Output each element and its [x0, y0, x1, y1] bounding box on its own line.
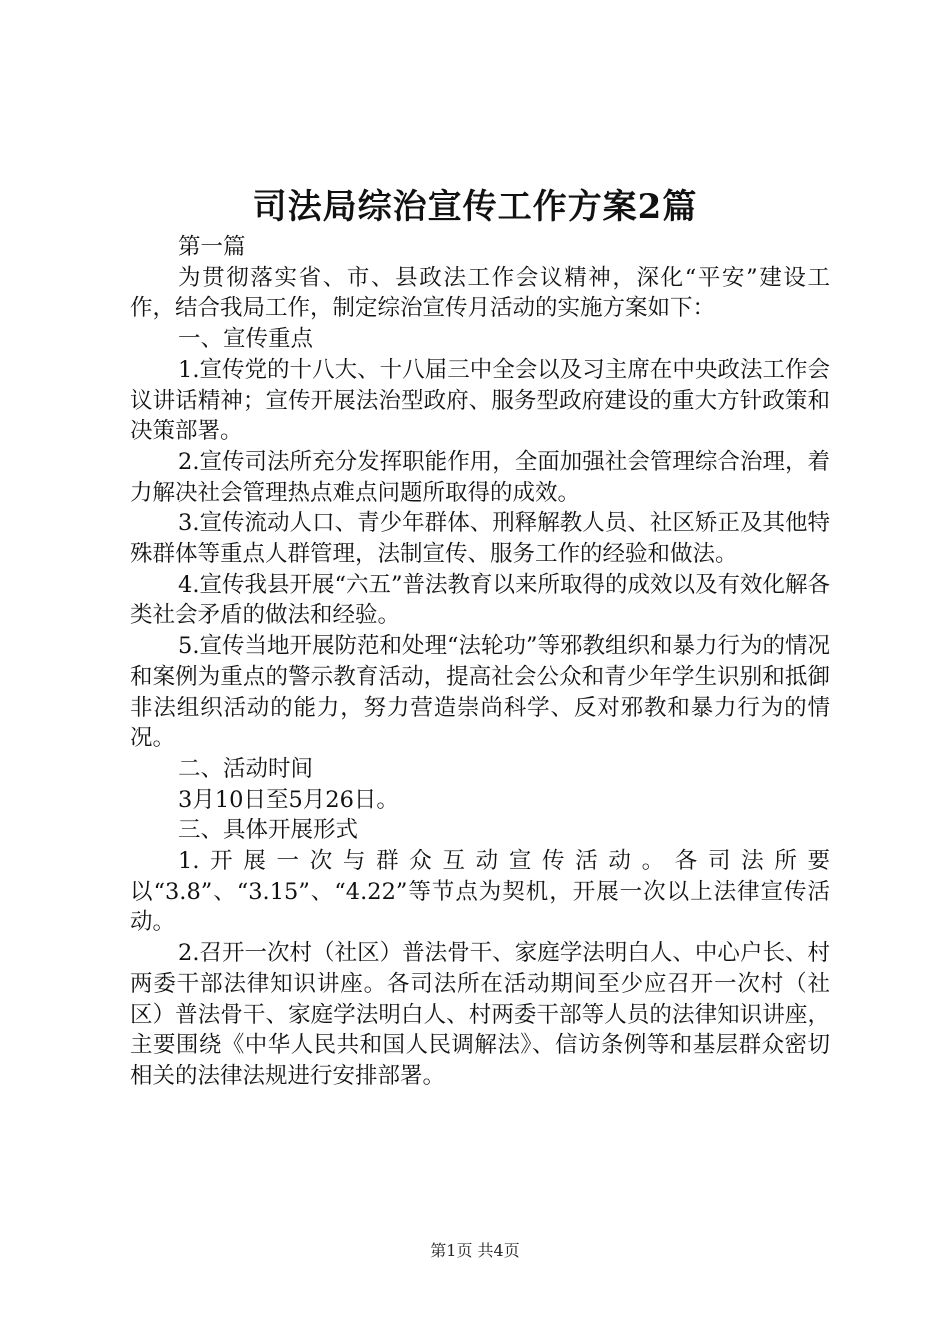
- section-heading-publicity-focus: 一、宣传重点: [178, 326, 314, 353]
- section-heading-forms: 三、具体开展形式: [178, 817, 359, 844]
- section-heading-activity-time: 二、活动时间: [178, 755, 314, 782]
- focus-item-4: 4.宣传我县开展“六五”普法教育以来所取得的成效以及有效化解各类社会矛盾的做法和经验。: [130, 571, 830, 629]
- form-item-2: 2.召开一次村（社区）普法骨干、家庭学法明白人、中心户长、村两委干部法律知识讲座。各司法所在活动期间至少应召开一次村（社区）普法骨干、家庭学法明白人、村两委干部等人员的法律知识讲座，主要围绕《中华人民共和国人民调解法》、信访条例等和基层群众密切相关的法律法规进行安排部署。: [130, 940, 830, 1089]
- form-item-1: 1.开展一次与群众互动宣传活动。各司法所要以“3.8”、“3.15”、“4.22”等节点为契机，开展一次以上法律宣传活动。: [130, 848, 830, 936]
- document-title: 司法局综治宣传工作方案2篇: [252, 187, 698, 227]
- document-body: [130, 232, 830, 1092]
- intro-paragraph: 为贯彻落实省、市、县政法工作会议精神，深化“平安”建设工作，结合我局工作，制定综治宣传月活动的实施方案如下：: [130, 264, 830, 322]
- section-heading-part-one: 第一篇: [178, 234, 246, 260]
- activity-time-text: 3月10日至5月26日。: [178, 786, 399, 813]
- page-number-footer: 第1页 共4页: [430, 1241, 520, 1260]
- focus-item-2: 2.宣传司法所充分发挥职能作用，全面加强社会管理综合治理，着力解决社会管理热点难点问题所取得的成效。: [130, 448, 830, 506]
- focus-item-5: 5.宣传当地开展防范和处理“法轮功”等邪教组织和暴力行为的情况和案例为重点的警示教育活动，提高社会公众和青少年学生识别和抵御非法组织活动的能力，努力营造崇尚科学、反对邪教和暴力行为的情况。: [130, 633, 830, 752]
- focus-item-1: 1.宣传党的十八大、十八届三中全会以及习主席在中央政法工作会议讲话精神；宣传开展法治型政府、服务型政府建设的重大方针政策和决策部署。: [130, 356, 830, 445]
- focus-item-3: 3.宣传流动人口、青少年群体、刑释解教人员、社区矫正及其他特殊群体等重点人群管理，法制宣传、服务工作的经验和做法。: [130, 510, 830, 568]
